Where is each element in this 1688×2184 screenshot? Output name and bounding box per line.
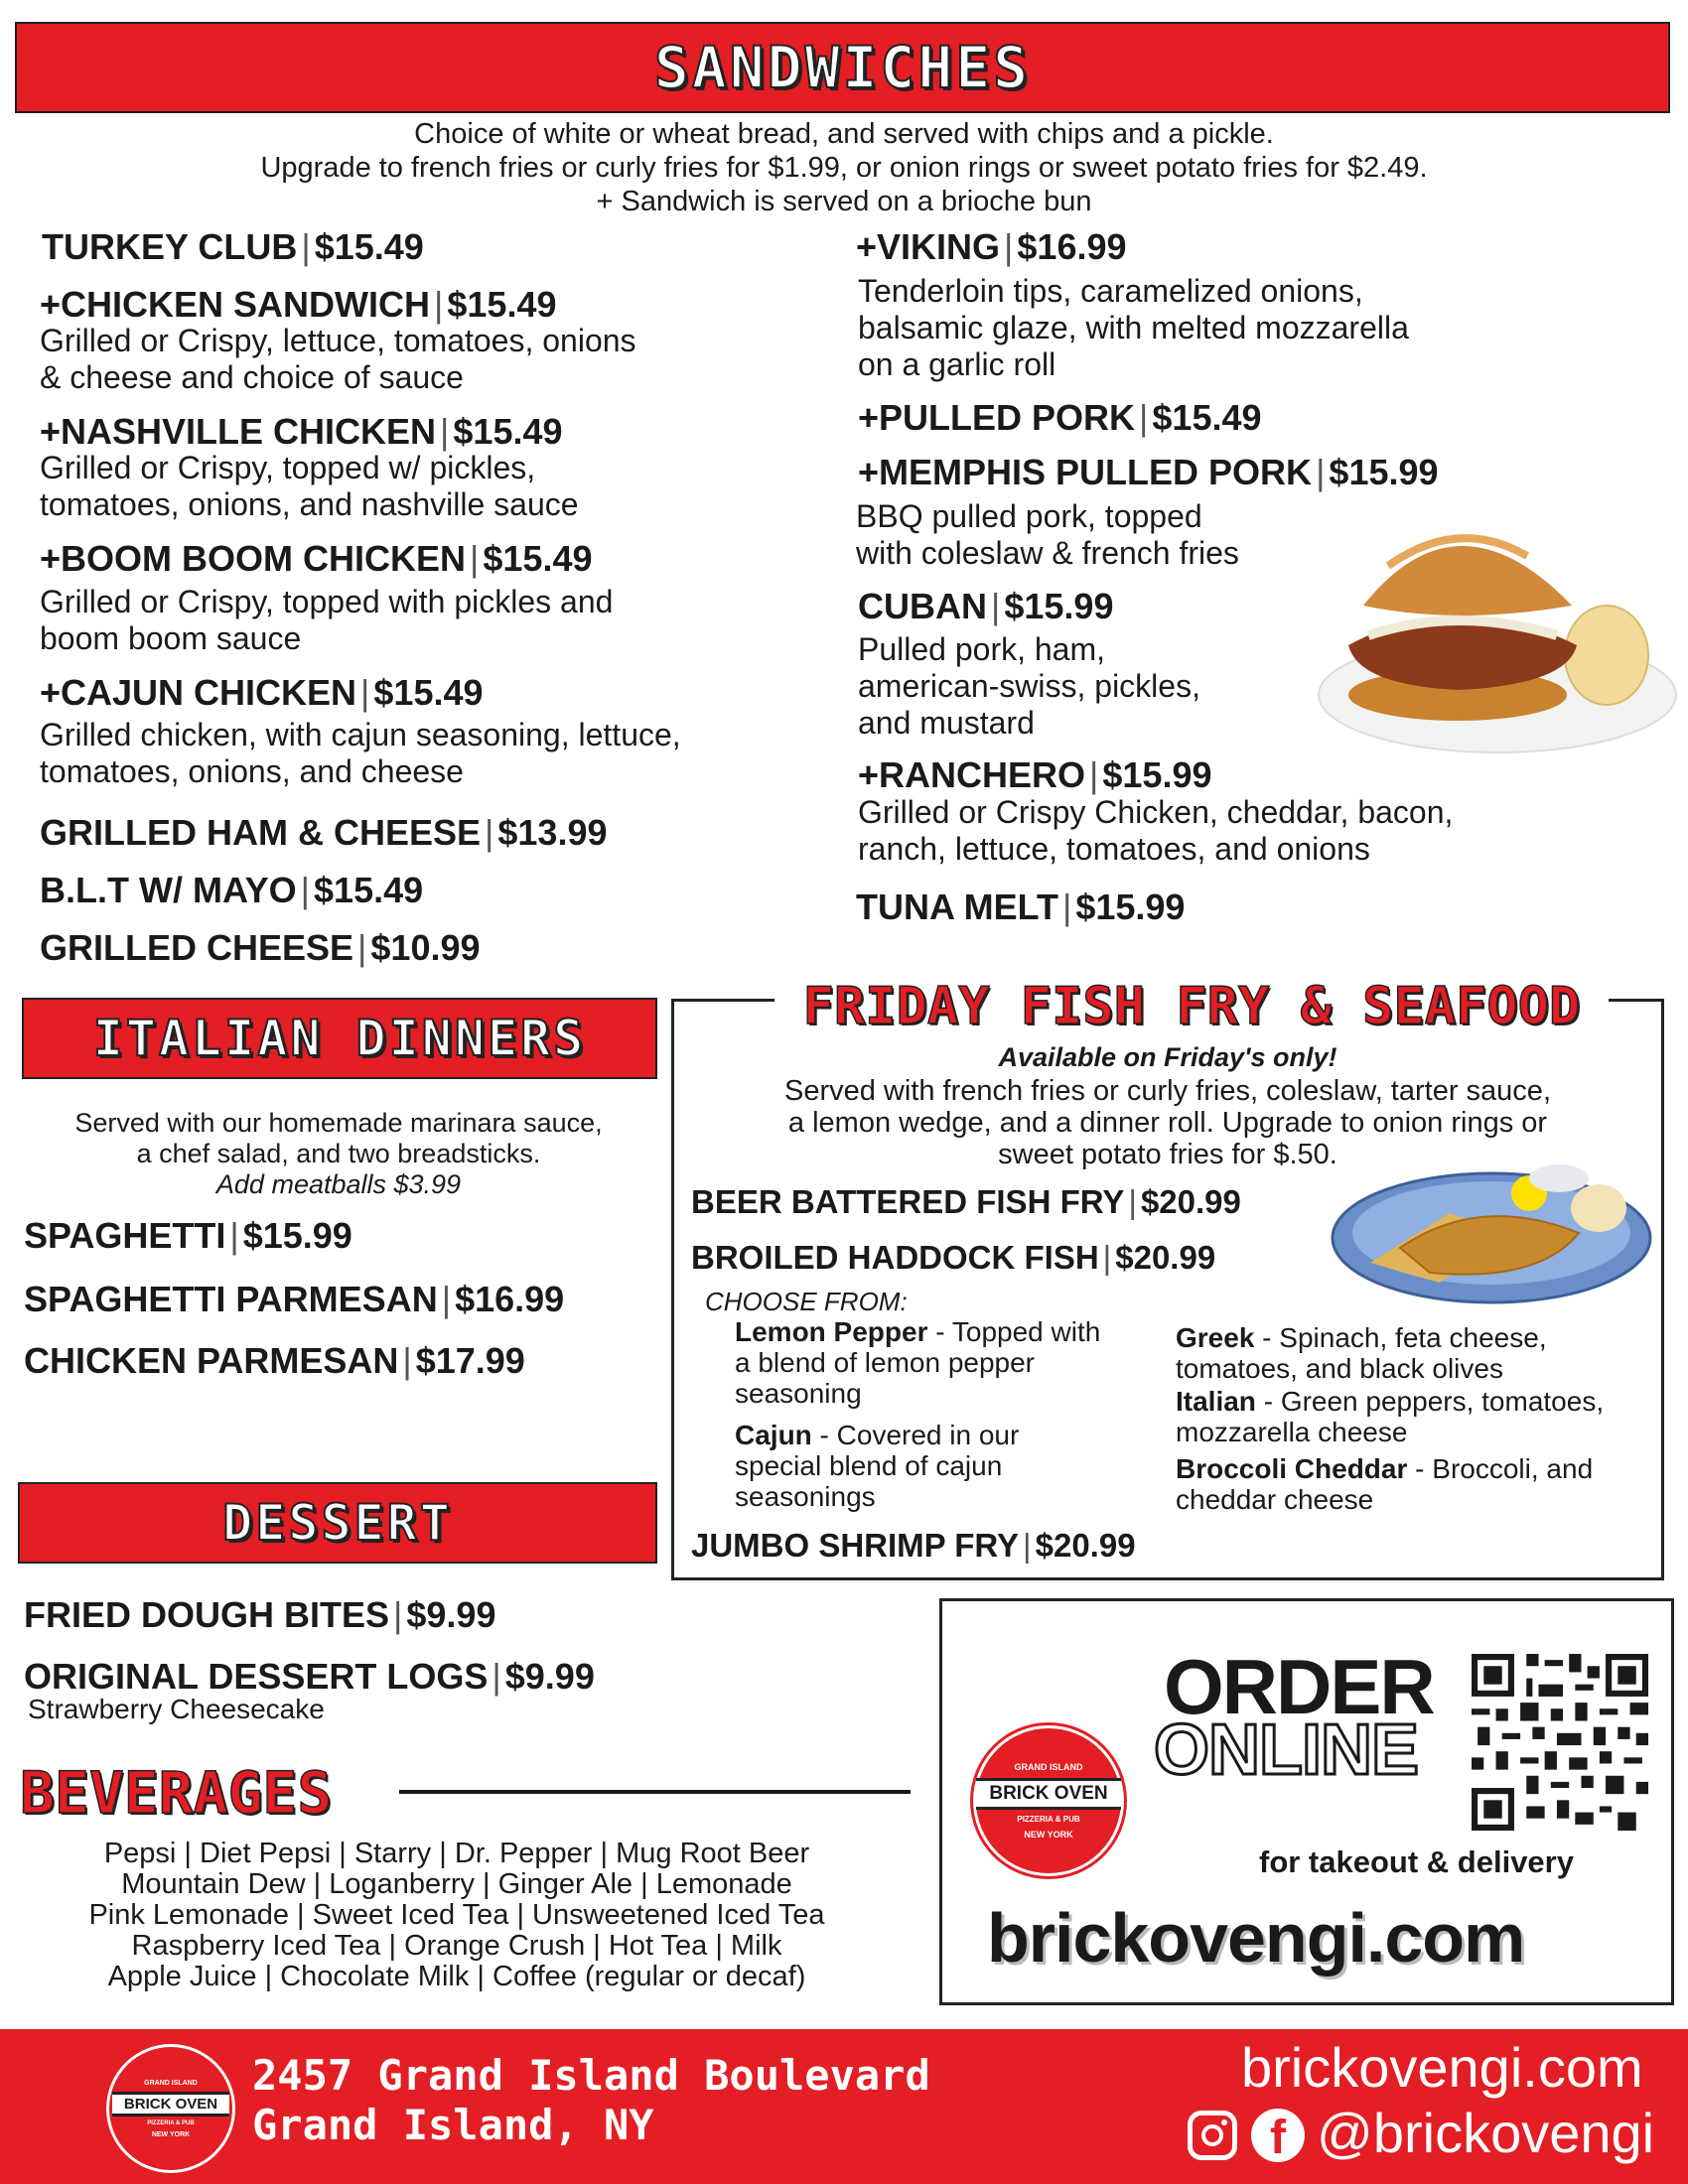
logo-name: BRICK OVEN <box>112 2092 229 2116</box>
sandwiches-intro <box>0 117 1688 218</box>
item-name: +NASHVILLE CHICKEN <box>40 411 437 452</box>
instagram-icon[interactable] <box>1188 2111 1237 2160</box>
item-name: SPAGHETTI <box>24 1215 226 1256</box>
item-price: $13.99 <box>497 812 608 853</box>
sandwiches-intro-line: Choice of white or wheat bread, and served with chips and a pickle. <box>414 118 1274 150</box>
fish-option: Greek - Spinach, feta cheese, tomatoes, and black olives <box>1176 1322 1547 1384</box>
item-name: +CAJUN CHICKEN <box>40 672 357 713</box>
menu-item: +BOOM BOOM CHICKEN | $15.49 <box>40 538 593 579</box>
item-name: GRILLED CHEESE <box>40 927 354 968</box>
menu-item: TUNA MELT | $15.99 <box>856 887 1186 927</box>
menu-item: BEER BATTERED FISH FRY | $20.99 <box>691 1183 1241 1220</box>
sandwiches-intro-line: + Sandwich is served on a brioche bun <box>596 186 1092 217</box>
item-name: CHICKEN PARMESAN <box>24 1340 399 1381</box>
item-name: SPAGHETTI PARMESAN <box>24 1279 438 1319</box>
beverages-rule <box>399 1790 911 1794</box>
item-price: $15.99 <box>1102 754 1212 795</box>
menu-item: +PULLED PORK | $15.49 <box>858 397 1262 438</box>
dessert-title: DESSERT <box>222 1494 453 1552</box>
item-desc: Strawberry Cheesecake <box>28 1694 325 1724</box>
item-name: +RANCHERO <box>858 754 1086 795</box>
logo-sub-text: PIZZERIA & PUB <box>147 2119 195 2126</box>
logo-top-text: GRAND ISLAND <box>1014 1762 1083 1772</box>
item-desc: BBQ pulled pork, topped with coleslaw & french fries <box>856 498 1239 571</box>
menu-item: CUBAN | $15.99 <box>858 586 1114 626</box>
item-price: $17.99 <box>415 1340 525 1381</box>
facebook-icon[interactable]: f <box>1251 2109 1305 2162</box>
fish-option: Cajun - Covered in our special blend of cajun seasonings <box>735 1420 1020 1512</box>
fish-available: Available on Friday's only! <box>998 1042 1337 1072</box>
item-desc: Grilled or Crispy, lettuce, tomatoes, onions & cheese and choice of sauce <box>40 323 636 395</box>
menu-item: FRIED DOUGH BITES | $9.99 <box>24 1594 496 1635</box>
qr-code-icon <box>1472 1654 1648 1831</box>
beverages-list: Pepsi | Diet Pepsi | Starry | Dr. Pepper | Mug Root Beer Mountain Dew | Loganberry | Ginger Ale | Lemonade Pink Lemonade | Sweet Iced Tea | Unsweetened Iced Tea Raspberry Iced Tea | Orange Crush | Hot Tea | Milk Apple Juice | Chocolate Milk | Coffee (regular or decaf) <box>88 1838 825 1992</box>
order-line2: ONLINE <box>1154 1710 1419 1790</box>
pulled-pork-sandwich-photo <box>1309 496 1678 756</box>
fish-intro: Served with french fries or curly fries, coleslaw, tarter sauce, a lemon wedge, and a dinner roll. Upgrade to onion rings or sweet potato fries for $.50. <box>783 1075 1551 1170</box>
item-desc: Grilled or Crispy, topped with pickles and boom boom sauce <box>40 584 614 656</box>
menu-item: +MEMPHIS PULLED PORK | $15.99 <box>858 452 1439 492</box>
item-price: $15.49 <box>453 411 563 452</box>
menu-item: ORIGINAL DESSERT LOGS | $9.99 <box>24 1656 595 1697</box>
fish-option: Lemon Pepper - Topped with a blend of lemon pepper seasoning <box>735 1316 1101 1409</box>
item-price: $15.99 <box>242 1215 352 1256</box>
item-price: $10.99 <box>370 927 481 968</box>
sandwiches-banner <box>15 22 1670 113</box>
menu-item: SPAGHETTI | $15.99 <box>24 1215 352 1256</box>
item-name: +MEMPHIS PULLED PORK <box>858 452 1313 492</box>
item-price: $15.49 <box>483 538 593 579</box>
fish-fry-title: FRIDAY FISH FRY & SEAFOOD <box>802 977 1581 1036</box>
item-desc: Grilled or Crispy, topped w/ pickles, tomatoes, onions, and nashville sauce <box>40 450 579 522</box>
item-name: JUMBO SHRIMP FRY <box>691 1527 1020 1564</box>
menu-item: B.L.T W/ MAYO | $15.49 <box>40 870 424 910</box>
address-line1: 2457 Grand Island Boulevard <box>252 2051 930 2100</box>
item-price: $9.99 <box>504 1656 595 1697</box>
menu-item: TURKEY CLUB | $15.49 <box>42 226 424 267</box>
item-price: $15.49 <box>314 226 424 267</box>
menu-item: BROILED HADDOCK FISH | $20.99 <box>691 1239 1216 1276</box>
item-price: $20.99 <box>1140 1183 1241 1220</box>
dessert-banner <box>18 1482 657 1564</box>
logo-sub-text: PIZZERIA & PUB <box>1017 1815 1080 1824</box>
item-name: TUNA MELT <box>856 887 1058 927</box>
italian-title: ITALIAN DINNERS <box>92 1010 587 1067</box>
footer-logo <box>109 2047 232 2170</box>
item-desc: Grilled chicken, with cajun seasoning, lettuce, tomatoes, onions, and cheese <box>40 717 681 789</box>
item-name: +CHICKEN SANDWICH <box>40 284 431 325</box>
menu-item: +CAJUN CHICKEN | $15.49 <box>40 672 484 713</box>
item-name: +PULLED PORK <box>858 397 1136 438</box>
sandwiches-title: SANDWICHES <box>653 34 1032 101</box>
item-price: $15.49 <box>373 672 484 713</box>
footer-website-link[interactable]: brickovengi.com <box>1241 2036 1643 2099</box>
item-name: +BOOM BOOM CHICKEN <box>40 538 467 579</box>
item-price: $20.99 <box>1115 1239 1216 1276</box>
address-line2: Grand Island, NY <box>252 2101 654 2149</box>
logo-bottom-text: NEW YORK <box>1024 1830 1073 1840</box>
logo-top-text: GRAND ISLAND <box>144 2079 198 2087</box>
menu-item: CHICKEN PARMESAN | $17.99 <box>24 1340 525 1381</box>
menu-item: GRILLED CHEESE | $10.99 <box>40 927 481 968</box>
item-desc: Grilled or Crispy Chicken, cheddar, bacon, ranch, lettuce, tomatoes, and onions <box>858 794 1454 867</box>
order-website-link[interactable]: brickovengi.com <box>987 1899 1525 1977</box>
order-line1: ORDER <box>1164 1643 1434 1730</box>
menu-item: +CHICKEN SANDWICH | $15.49 <box>40 284 557 325</box>
item-price: $15.99 <box>1329 452 1439 492</box>
fish-fry-title-wrap <box>774 977 1609 1036</box>
menu-item: +RANCHERO | $15.99 <box>858 754 1212 795</box>
item-price: $16.99 <box>1017 226 1127 267</box>
item-desc: Pulled pork, ham, american-swiss, pickles, and mustard <box>858 631 1200 741</box>
item-price: $15.99 <box>1075 887 1186 927</box>
item-name: B.L.T W/ MAYO <box>40 870 297 910</box>
fish-option: Broccoli Cheddar - Broccoli, and cheddar cheese <box>1176 1453 1594 1515</box>
menu-item: SPAGHETTI PARMESAN | $16.99 <box>24 1279 565 1319</box>
italian-banner <box>22 998 657 1079</box>
fish-option: Italian - Green peppers, tomatoes, mozzarella cheese <box>1176 1386 1605 1447</box>
footer-address <box>252 2051 930 2150</box>
choose-from-label: CHOOSE FROM: <box>705 1287 908 1316</box>
item-price: $15.99 <box>1004 586 1114 626</box>
item-price: $9.99 <box>406 1594 496 1635</box>
italian-intro: Served with our homemade marinara sauce, a chef salad, and two breadsticks. Add meatballs $3.99 <box>74 1108 603 1199</box>
item-desc: Tenderloin tips, caramelized onions, balsamic glaze, with melted mozzarella on a garlic roll <box>858 273 1409 382</box>
item-name: TURKEY CLUB <box>42 226 298 267</box>
item-price: $20.99 <box>1035 1527 1136 1564</box>
item-name: CUBAN <box>858 586 987 626</box>
fish-fry-photo <box>1331 1154 1653 1307</box>
item-name: FRIED DOUGH BITES <box>24 1594 390 1635</box>
sandwiches-intro-line: Upgrade to french fries or curly fries for $1.99, or onion rings or sweet potato fries for $2.49. <box>260 152 1428 184</box>
order-subtext: for takeout & delivery <box>1259 1844 1574 1879</box>
menu-item: +VIKING | $16.99 <box>856 226 1127 267</box>
item-name: ORIGINAL DESSERT LOGS <box>24 1656 489 1697</box>
menu-item: GRILLED HAM & CHEESE | $13.99 <box>40 812 608 853</box>
menu-item: +NASHVILLE CHICKEN | $15.49 <box>40 411 563 452</box>
item-name: +VIKING <box>856 226 1001 267</box>
item-name: BEER BATTERED FISH FRY <box>691 1183 1125 1220</box>
logo-name: BRICK OVEN <box>976 1778 1121 1810</box>
beverages-title: BEVERAGES <box>20 1759 333 1827</box>
item-name: BROILED HADDOCK FISH <box>691 1239 1099 1276</box>
item-price: $15.49 <box>447 284 557 325</box>
menu-item: JUMBO SHRIMP FRY | $20.99 <box>691 1527 1136 1564</box>
brick-oven-logo <box>973 1725 1124 1876</box>
footer-social-handle[interactable]: @brickovengi <box>1317 2102 1655 2164</box>
item-price: $16.99 <box>455 1279 565 1319</box>
item-name: GRILLED HAM & CHEESE <box>40 812 482 853</box>
item-price: $15.49 <box>1152 397 1262 438</box>
logo-bottom-text: NEW YORK <box>151 2130 191 2138</box>
item-price: $15.49 <box>314 870 424 910</box>
